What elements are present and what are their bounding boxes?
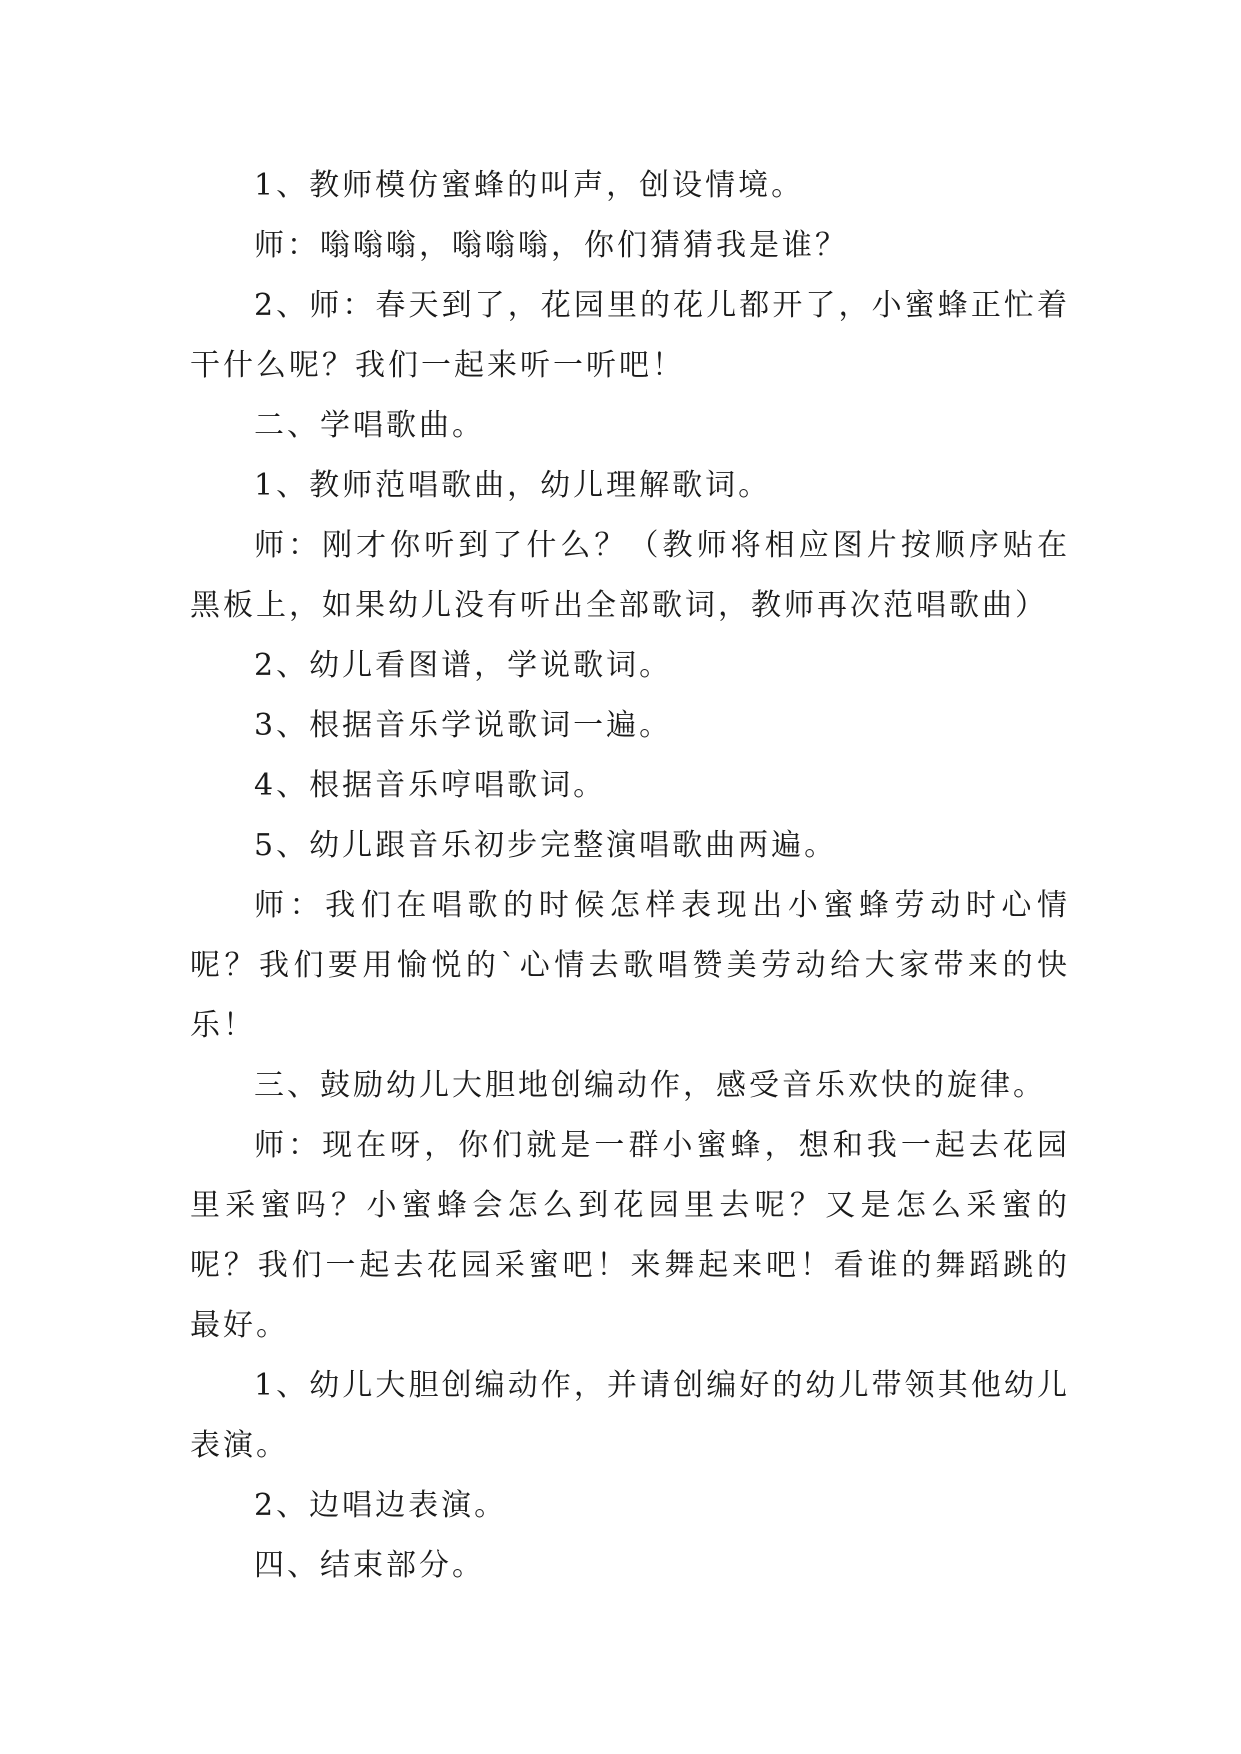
paragraph-7: 2、幼儿看图谱，学说歌词。 — [254, 648, 673, 683]
paragraph-1: 1、教师模仿蜜蜂的叫声，创设情境。 — [254, 168, 805, 203]
paragraph-11: 师：我们在唱歌的时候怎样表现出小蜜蜂劳动时心情呢？我们要用愉悦的`心情去歌唱赞美劳动给大家带来的快乐！ — [190, 888, 1070, 1043]
paragraph-9: 4、根据音乐哼唱歌词。 — [254, 768, 607, 803]
paragraph-8: 3、根据音乐学说歌词一遍。 — [254, 708, 673, 743]
section-heading-3: 三、鼓励幼儿大胆地创编动作，感受音乐欢快的旋律。 — [254, 1068, 1046, 1103]
paragraph-5: 1、教师范唱歌曲，幼儿理解歌词。 — [254, 468, 772, 503]
paragraph-6: 师：刚才你听到了什么？（教师将相应图片按顺序贴在黑板上，如果幼儿没有听出全部歌词，教师再次范唱歌曲） — [190, 528, 1070, 623]
paragraph-10: 5、幼儿跟音乐初步完整演唱歌曲两遍。 — [254, 828, 838, 863]
paragraph-14: 1、幼儿大胆创编动作，并请创编好的幼儿带领其他幼儿表演。 — [190, 1368, 1070, 1463]
section-heading-4: 四、结束部分。 — [254, 1548, 485, 1583]
section-heading-2: 二、学唱歌曲。 — [254, 408, 485, 443]
paragraph-13: 师：现在呀，你们就是一群小蜜蜂，想和我一起去花园里采蜜吗？小蜜蜂会怎么到花园里去呢？又是怎么采蜜的呢？我们一起去花园采蜜吧！来舞起来吧！看谁的舞蹈跳的最好。 — [190, 1128, 1070, 1343]
document-body — [190, 156, 1070, 1596]
paragraph-15: 2、边唱边表演。 — [254, 1488, 508, 1523]
paragraph-2: 师：嗡嗡嗡，嗡嗡嗡，你们猜猜我是谁？ — [254, 228, 848, 263]
paragraph-3: 2、师：春天到了，花园里的花儿都开了，小蜜蜂正忙着干什么呢？我们一起来听一听吧！ — [190, 288, 1070, 383]
